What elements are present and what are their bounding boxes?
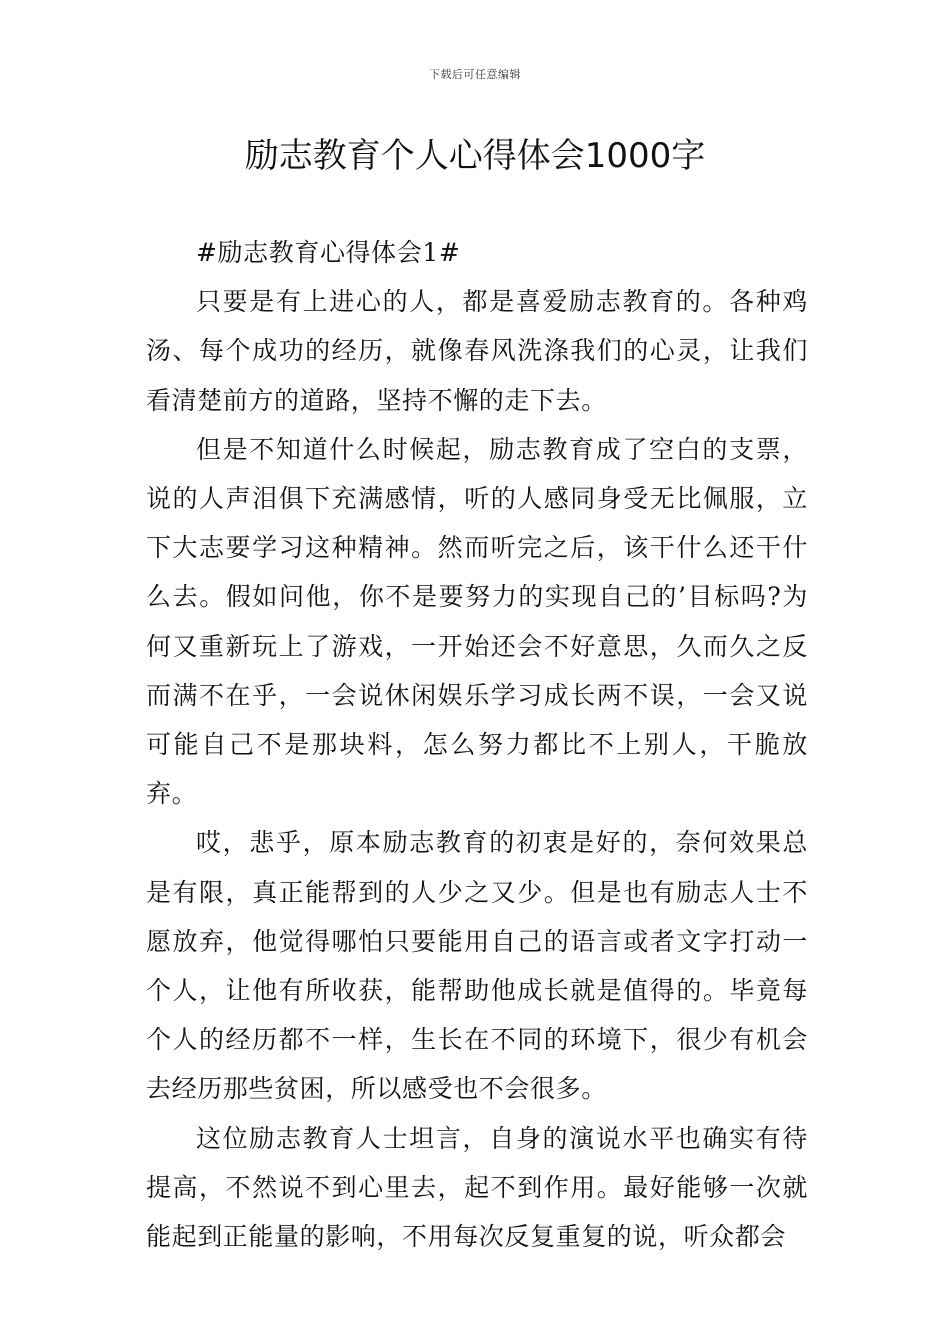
paragraph-4: 这位励志教育人士坦言，自身的演说水平也确实有待提高，不然说不到心里去，起不到作用。最好能够一次就能起到正能量的影响，不用每次反复重复的说，听众都会 [146,1123,808,1252]
section-heading: #励志教育心得体会1# [196,238,461,267]
paragraph-1: 只要是有上进心的人，都是喜爱励志教育的。各种鸡汤、每个成功的经历，就像春风洗涤我们的心灵，让我们看清楚前方的道路，坚持不懈的走下去。 [146,287,808,415]
paragraph-3: 哎，悲乎，原本励志教育的初衷是好的，奈何效果总是有限，真正能帮到的人少之又少。但是也有励志人士不愿放弃，他觉得哪怕只要能用自己的语言或者文字打动一个人，让他有所收获，能帮助他成长就是值得的。毕竟每个人的经历都不一样，生长在不同的环境下，很少有机会去经历那些贫困，所以感受也不会很多。 [146,828,808,1104]
document-body [146,228,808,1261]
document-title: 励志教育个人心得体会1000字 [244,136,706,176]
header-note: 下载后可任意编辑 [429,68,521,81]
paragraph-2: 但是不知道什么时候起，励志教育成了空白的支票，说的人声泪俱下充满感情，听的人感同身受无比佩服，立下大志要学习这种精神。然而听完之后，该干什么还干什么去。假如问他，你不是要努力的实现自己的’目标吗?为何又重新玩上了游戏，一开始还会不好意思，久而久之反而满不在乎，一会说休闲娱乐学习成长两不误，一会又说可能自己不是那块料，怎么努力都比不上别人，干脆放弃。 [146,434,808,809]
